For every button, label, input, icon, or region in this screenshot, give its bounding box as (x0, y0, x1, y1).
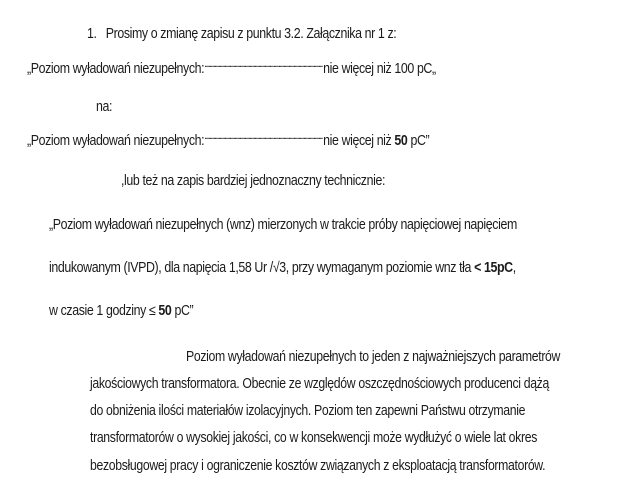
na-label: na: (96, 99, 113, 115)
old-requirement-label: „Poziom wyładowań niezupełnych: (27, 61, 205, 77)
justification-text-2: jakościowych transformatora. Obecnie ze względów oszczędnościowych producenci dążą (90, 376, 549, 392)
na-line (96, 98, 112, 116)
justification-text-3: do obniżenia ilości materiałów izolacyjnych. Poziom ten zapewni Państwu otrzymanie (90, 403, 526, 419)
justification-line-2 (90, 375, 549, 393)
new-requirement-leader: ............................................................................................... (204, 130, 324, 142)
new-requirement-value: 50 (394, 133, 408, 149)
alternative-text-2: indukowanym (IVPD), dla napięcia 1,58 Ur /√3, przy wymaganym poziomie wnz tła (49, 260, 475, 276)
request-line (87, 25, 396, 43)
old-requirement-line (27, 55, 436, 78)
justification-text-4: transformatorów o wysokiej jakości, co w konsekwencji może wydłużyć o wiele lat okres (90, 430, 537, 446)
justification-text-5: bezobsługowej pracy i ograniczenie kosztów związanych z eksploatacją transformatorów. (90, 458, 546, 474)
alternative-intro: ,lub też na zapis bardziej jednoznaczny technicznie: (121, 173, 386, 189)
new-requirement-prefix: nie więcej niż (323, 133, 395, 149)
justification-line-3 (90, 402, 525, 420)
new-requirement-suffix: pC” (407, 133, 430, 149)
alternative-line-2 (49, 259, 516, 277)
justification-line-1 (186, 348, 560, 366)
background-level-value: < 15pC (474, 260, 513, 276)
request-intro: Prosimy o zmianę zapisu z punktu 3.2. Załącznika nr 1 z: (105, 26, 397, 42)
old-requirement-leader: ............................................................................................... (204, 58, 324, 70)
old-requirement-value: nie więcej niż 100 pC„ (323, 61, 436, 77)
new-requirement-line (27, 127, 429, 150)
one-hour-limit-value: 50 (158, 303, 172, 319)
justification-text-1: Poziom wyładowań niezupełnych to jeden z najważniejszych parametrów (186, 349, 561, 365)
item-number: 1. (87, 26, 97, 42)
alternative-line-1 (49, 216, 517, 234)
alternative-text-2-end: , (512, 260, 516, 276)
alternative-text-3: w czasie 1 godziny ≤ (49, 303, 159, 319)
alternative-line-3 (49, 302, 193, 320)
alternative-text-1: „Poziom wyładowań niezupełnych (wnz) mierzonych w trakcie próby napięciowej napięciem (49, 217, 517, 233)
justification-line-5 (90, 457, 545, 475)
alternative-intro-line (121, 172, 385, 190)
alternative-text-3-end: pC” (171, 303, 194, 319)
justification-line-4 (90, 429, 537, 447)
new-requirement-label: „Poziom wyładowań niezupełnych: (27, 133, 205, 149)
